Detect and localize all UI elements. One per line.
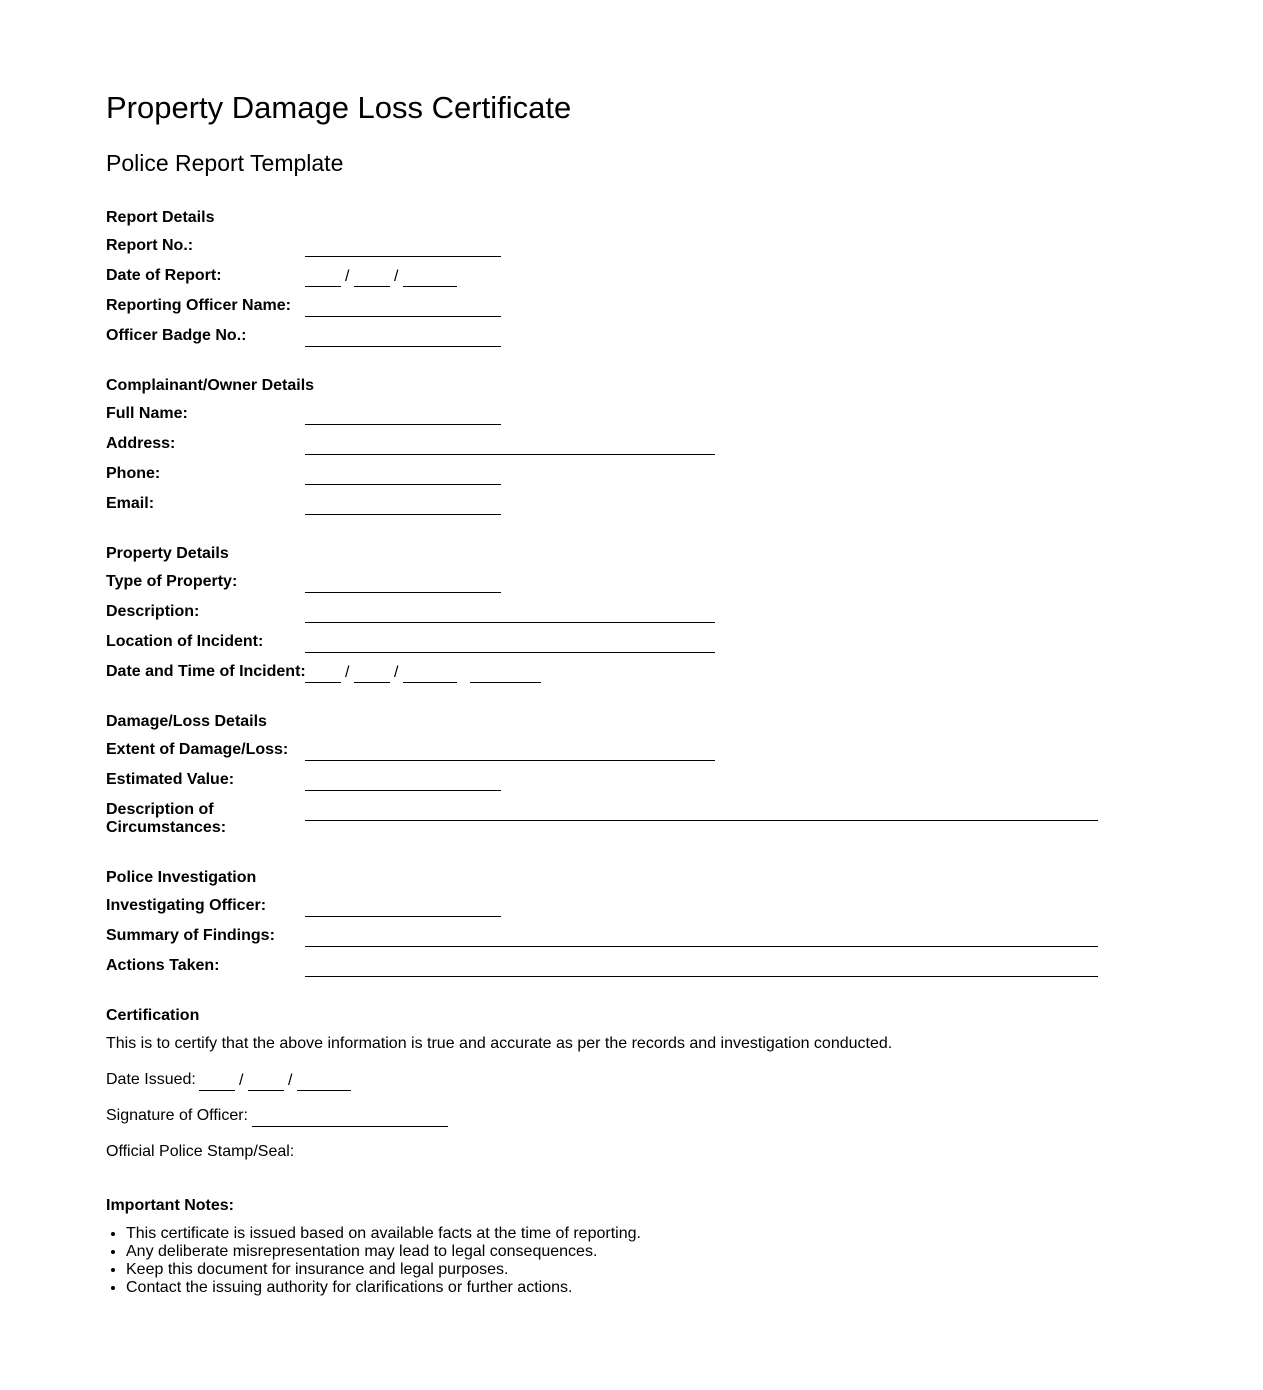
property-type-field[interactable]: [305, 573, 501, 593]
full-name-label: Full Name:: [106, 405, 188, 422]
incident-location-field[interactable]: [305, 633, 715, 653]
email-row: [106, 495, 1206, 521]
damage-extent-row: [106, 741, 1206, 767]
document-subtitle: Police Report Template: [106, 150, 344, 176]
investigating-officer-field[interactable]: [305, 897, 501, 917]
list-item: • Contact the issuing authority for clarifications or further actions.: [126, 1279, 641, 1297]
damage-extent-field[interactable]: [305, 741, 715, 761]
findings-summary-row: [106, 927, 1206, 953]
certification-statement: This is to certify that the above information is true and accurate as per the records and investigation conducted.: [106, 1035, 893, 1052]
date-separator: /: [288, 1072, 293, 1089]
list-item: • Any deliberate misrepresentation may lead to legal consequences.: [126, 1243, 641, 1261]
officer-name-field[interactable]: [305, 297, 501, 317]
incident-location-row: [106, 633, 1206, 659]
email-field[interactable]: [305, 495, 501, 515]
date-issued-month-field[interactable]: [248, 1071, 284, 1091]
findings-summary-label: Summary of Findings:: [106, 927, 275, 944]
stamp-label: Official Police Stamp/Seal:: [106, 1143, 295, 1160]
findings-summary-field[interactable]: [305, 927, 1098, 947]
section-title-owner-details: Complainant/Owner Details: [106, 377, 315, 394]
investigating-officer-row: [106, 897, 1206, 923]
address-label: Address:: [106, 435, 176, 452]
incident-year-field[interactable]: [403, 663, 457, 683]
signature-field[interactable]: [252, 1107, 448, 1127]
estimated-value-field[interactable]: [305, 771, 501, 791]
date-of-report-month-field[interactable]: [354, 267, 390, 287]
badge-no-label: Officer Badge No.:: [106, 327, 247, 344]
badge-no-row: [106, 327, 1206, 353]
actions-taken-field[interactable]: [305, 957, 1098, 977]
phone-label: Phone:: [106, 465, 161, 482]
section-title-certification: Certification: [106, 1007, 200, 1024]
full-name-row: [106, 405, 1206, 431]
document-title: Property Damage Loss Certificate: [106, 90, 572, 125]
incident-location-label: Location of Incident:: [106, 633, 264, 650]
date-of-report-day-field[interactable]: [305, 267, 341, 287]
date-of-report-label: Date of Report:: [106, 267, 222, 284]
officer-name-label: Reporting Officer Name:: [106, 297, 291, 314]
date-issued-day-field[interactable]: [199, 1071, 235, 1091]
circumstances-field[interactable]: [305, 801, 1098, 821]
email-label: Email:: [106, 495, 155, 512]
actions-taken-label: Actions Taken:: [106, 957, 220, 974]
investigating-officer-label: Investigating Officer:: [106, 897, 267, 914]
full-name-field[interactable]: [305, 405, 501, 425]
date-separator: /: [394, 268, 399, 285]
report-no-field[interactable]: [305, 237, 501, 257]
property-type-row: [106, 573, 1206, 599]
section-title-police-investigation: Police Investigation: [106, 869, 257, 886]
date-of-report-year-field[interactable]: [403, 267, 457, 287]
damage-extent-label: Extent of Damage/Loss:: [106, 741, 289, 758]
property-description-row: [106, 603, 1206, 629]
signature-label: Signature of Officer:: [106, 1107, 248, 1124]
report-no-label: Report No.:: [106, 237, 194, 254]
actions-taken-row: [106, 957, 1206, 983]
estimated-value-row: [106, 771, 1206, 797]
circumstances-label: Description of Circumstances:: [106, 801, 227, 836]
date-issued-row: [106, 1071, 506, 1097]
date-separator: /: [345, 268, 350, 285]
date-of-report-row: [106, 267, 1206, 293]
stamp-row: [106, 1143, 506, 1169]
section-title-property-details: Property Details: [106, 545, 229, 562]
phone-field[interactable]: [305, 465, 501, 485]
badge-no-field[interactable]: [305, 327, 501, 347]
property-description-field[interactable]: [305, 603, 715, 623]
notes-title: Important Notes:: [106, 1197, 234, 1214]
section-title-damage-details: Damage/Loss Details: [106, 713, 267, 730]
incident-month-field[interactable]: [354, 663, 390, 683]
report-no-row: [106, 237, 1206, 263]
address-field[interactable]: [305, 435, 715, 455]
circumstances-row: [106, 801, 1206, 841]
date-separator: /: [345, 664, 350, 681]
date-separator: /: [394, 664, 399, 681]
date-issued-year-field[interactable]: [297, 1071, 351, 1091]
officer-name-row: [106, 297, 1206, 323]
incident-datetime-label: Date and Time of Incident:: [106, 663, 306, 680]
notes-list: [106, 1225, 641, 1297]
estimated-value-label: Estimated Value:: [106, 771, 235, 788]
date-issued-label: Date Issued:: [106, 1071, 196, 1088]
signature-row: [106, 1107, 506, 1133]
date-separator: /: [239, 1072, 244, 1089]
incident-datetime-row: [106, 663, 1206, 689]
phone-row: [106, 465, 1206, 491]
property-type-label: Type of Property:: [106, 573, 238, 590]
address-row: [106, 435, 1206, 461]
incident-time-field[interactable]: [470, 663, 541, 683]
section-title-report-details: Report Details: [106, 209, 215, 226]
incident-day-field[interactable]: [305, 663, 341, 683]
list-item: • Keep this document for insurance and legal purposes.: [126, 1261, 641, 1279]
property-description-label: Description:: [106, 603, 200, 620]
list-item: • This certificate is issued based on available facts at the time of reporting.: [126, 1225, 641, 1243]
